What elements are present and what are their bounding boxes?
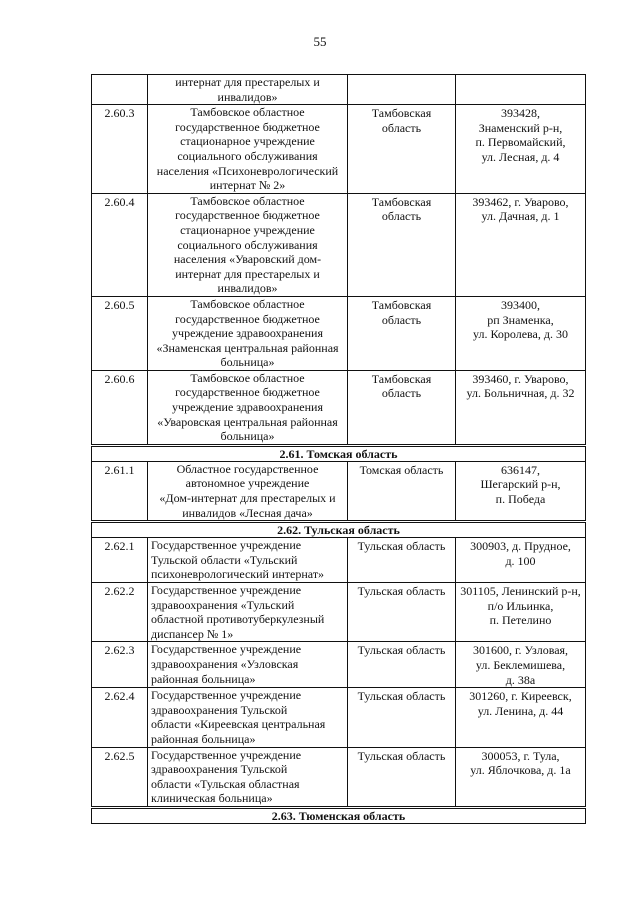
region-line: Тамбовская: [371, 371, 432, 386]
region-line: Томская область: [359, 462, 444, 477]
address-line: 393462, г. Уварово,: [472, 194, 569, 209]
row-number-line: 2.62.5: [104, 748, 135, 763]
row-number-line: 2.62.2: [104, 584, 135, 598]
address-line: 636147,: [501, 462, 540, 477]
institution-name-line: областной противотуберкулезный: [151, 612, 325, 627]
institution-name-line: стационарное учреждение: [180, 222, 315, 237]
institution-name-line: государственное бюджетное: [175, 311, 320, 326]
region-line: Тульская область: [357, 689, 446, 704]
institution-name-line: стационарное учреждение: [180, 134, 315, 149]
institution-name-line: социального обслуживания: [177, 148, 318, 163]
section-header-row: [92, 445, 586, 461]
institution-name-line: социального обслуживания: [177, 237, 318, 252]
address-line: 300053, г. Тула,: [481, 748, 560, 763]
region-line: Тамбовская: [371, 297, 432, 312]
row-number-cell: [92, 370, 148, 445]
institution-name-cell: [148, 583, 348, 642]
region-line: Тульская область: [357, 584, 446, 598]
region-cell: [348, 296, 456, 370]
institution-name-line: психоневрологический интернат»: [151, 567, 325, 582]
institution-name-line: клиническая больница»: [151, 791, 273, 806]
table-row: [92, 642, 586, 688]
name-line: интернат для престарелых и: [175, 75, 320, 89]
section-header-row: [92, 522, 586, 538]
institution-name-cell: [148, 105, 348, 194]
region-line: Тульская область: [357, 643, 446, 658]
institution-name-line: здравоохранения «Узловская: [151, 656, 299, 671]
address-line: Знаменский р-н,: [478, 120, 563, 135]
address-line: ул. Лесная, д. 4: [481, 149, 560, 164]
region-cell: [348, 583, 456, 642]
row-number-line: 2.60.4: [104, 194, 135, 209]
institution-name-line: «Знаменская центральная районная: [156, 340, 339, 355]
institution-name-line: инвалидов»: [217, 281, 278, 296]
row-number-cell: [92, 75, 148, 105]
institution-name-line: государственное бюджетное: [175, 119, 320, 134]
row-number-line: 2.60.6: [104, 371, 135, 386]
institution-name-line: государственное бюджетное: [175, 208, 320, 223]
address-cell: [456, 583, 586, 642]
region-cell: [348, 105, 456, 194]
page-number: 55: [313, 34, 327, 49]
institution-name-cell: [148, 688, 348, 747]
table-row: [92, 688, 586, 747]
institution-name-line: области «Тульская областная: [151, 776, 300, 791]
row-number-line: 2.62.1: [104, 539, 135, 554]
address-line: д. 100: [505, 553, 536, 568]
address-line: д. 38а: [505, 672, 536, 687]
address-line: 300903, д. Прудное,: [470, 539, 571, 554]
address-line: рп Знаменка,: [487, 312, 554, 327]
row-number-cell: [92, 747, 148, 807]
institution-name-line: Тамбовское областное: [190, 193, 305, 208]
region-line: область: [381, 209, 422, 224]
institution-name-line: Государственное учреждение: [151, 688, 302, 703]
institution-name-line: инвалидов «Лесная дача»: [182, 505, 313, 520]
institution-name-line: районная больница»: [151, 731, 256, 746]
address-cell: [456, 193, 586, 296]
address-line: ул. Яблочкова, д. 1а: [470, 763, 571, 778]
table-row: [92, 296, 586, 370]
institution-name-line: Тамбовское областное: [190, 105, 305, 120]
institution-name-line: населения «Уваровский дом-: [173, 252, 322, 267]
row-number-cell: [92, 642, 148, 688]
address-line: 393428,: [501, 106, 540, 121]
section-heading-tomsk: 2.61. Томская область: [92, 445, 586, 461]
institution-name-line: Государственное учреждение: [151, 538, 302, 553]
region-cell: [348, 642, 456, 688]
institution-name-line: Областное государственное: [176, 461, 319, 476]
address-line: 393400,: [501, 297, 540, 312]
address-cell: [456, 461, 586, 521]
row-number-line: 2.60.5: [104, 297, 135, 312]
table-row: [92, 461, 586, 521]
region-line: Тульская область: [357, 539, 446, 554]
region-line: Тамбовская: [371, 106, 432, 121]
institution-name-line: Государственное учреждение: [151, 583, 302, 597]
institution-name-line: Тульской области «Тульский: [151, 552, 298, 567]
row-number-cell: [92, 538, 148, 583]
section-heading-tula: 2.62. Тульская область: [92, 522, 586, 538]
region-line: область: [381, 386, 422, 401]
institution-name-line: области «Киреевская центральная: [151, 717, 326, 732]
institution-name-line: населения «Психоневрологический: [156, 163, 339, 178]
table-row: [92, 105, 586, 194]
institution-name-line: учреждение здравоохранения: [172, 326, 323, 341]
address-line: ул. Больничная, д. 32: [466, 386, 575, 401]
address-cell: [456, 688, 586, 747]
institution-name-line: Государственное учреждение: [151, 642, 302, 657]
region-cell: [348, 747, 456, 807]
institution-name-line: автономное учреждение: [185, 476, 310, 491]
address-line: 393460, г. Уварово,: [472, 371, 569, 386]
institution-name-line: интернат для престарелых и: [175, 266, 320, 281]
row-number-line: 2.62.4: [104, 689, 135, 704]
region-cell: [348, 688, 456, 747]
institution-name-line: «Дом-интернат для престарелых и: [159, 491, 336, 506]
row-number-cell: [92, 296, 148, 370]
institution-name-cell: [148, 370, 348, 445]
institution-name-line: диспансер № 1»: [151, 626, 234, 641]
address-line: п. Петелино: [489, 613, 552, 628]
name-line: инвалидов»: [217, 89, 278, 104]
institution-name-line: интернат № 2»: [209, 178, 286, 193]
region-line: Тульская область: [357, 748, 446, 763]
region-line: область: [381, 312, 422, 327]
row-number-cell: [92, 461, 148, 521]
address-cell: [456, 105, 586, 194]
institution-name-cell: [148, 296, 348, 370]
institution-name-line: учреждение здравоохранения: [172, 400, 323, 415]
institution-name-line: здравоохранения Тульской: [151, 702, 288, 717]
table-row-continuation: [92, 75, 586, 105]
region-line: область: [381, 120, 422, 135]
row-number-line: 2.61.1: [104, 462, 135, 477]
institution-name-cell: [148, 193, 348, 296]
institution-name-line: здравоохранения «Тульский: [151, 597, 295, 612]
row-number-cell: [92, 688, 148, 747]
institution-name-line: районная больница»: [151, 671, 256, 686]
institution-name-line: «Уваровская центральная районная: [157, 414, 338, 429]
region-cell: [348, 370, 456, 445]
row-number-line: 2.62.3: [104, 643, 135, 658]
institutions-table: [91, 74, 586, 824]
institution-name-line: Тамбовское областное: [190, 370, 305, 385]
address-line: п. Победа: [495, 492, 546, 507]
institution-name-line: государственное бюджетное: [175, 385, 320, 400]
address-cell: [456, 75, 586, 105]
institution-name-line: больница»: [220, 429, 275, 444]
address-line: п. Первомайский,: [475, 135, 566, 150]
table-row: [92, 370, 586, 445]
region-line: Тамбовская: [371, 194, 432, 209]
row-number-line: 2.60.3: [104, 106, 135, 121]
address-line: Шегарский р-н,: [480, 477, 561, 492]
table-row: [92, 583, 586, 642]
section-heading-tyumen: 2.63. Тюменская область: [92, 807, 586, 823]
address-line: ул. Дачная, д. 1: [481, 209, 560, 224]
region-cell: [348, 461, 456, 521]
region-cell: [348, 75, 456, 105]
address-line: 301260, г. Киреевск,: [469, 689, 572, 704]
address-line: ул. Королева, д. 30: [473, 327, 568, 342]
institution-name-cell: [148, 747, 348, 807]
row-number-cell: [92, 105, 148, 194]
address-line: п/о Ильинка,: [487, 598, 554, 613]
institution-name-cell: [148, 461, 348, 521]
address-cell: [456, 747, 586, 807]
institution-name-line: Тамбовское областное: [190, 296, 305, 311]
institution-name-line: больница»: [220, 355, 275, 370]
institution-name-line: Государственное учреждение: [151, 747, 302, 762]
address-cell: [456, 642, 586, 688]
institution-name-cell: [148, 75, 348, 105]
address-cell: [456, 538, 586, 583]
table-row: [92, 538, 586, 583]
institution-name-cell: [148, 538, 348, 583]
region-cell: [348, 538, 456, 583]
institution-name-cell: [148, 642, 348, 688]
address-line: 301600, г. Узловая,: [472, 643, 569, 658]
address-line: 301105, Ленинский р-н,: [460, 584, 581, 598]
table-row: [92, 193, 586, 296]
section-header-row: [92, 807, 586, 823]
table-body: [92, 75, 586, 824]
address-line: ул. Ленина, д. 44: [477, 703, 564, 718]
address-cell: [456, 370, 586, 445]
address-line: ул. Беклемишева,: [475, 657, 566, 672]
table-row: [92, 747, 586, 807]
row-number-cell: [92, 583, 148, 642]
institution-name-line: здравоохранения Тульской: [151, 762, 288, 777]
region-cell: [348, 193, 456, 296]
address-cell: [456, 296, 586, 370]
row-number-cell: [92, 193, 148, 296]
